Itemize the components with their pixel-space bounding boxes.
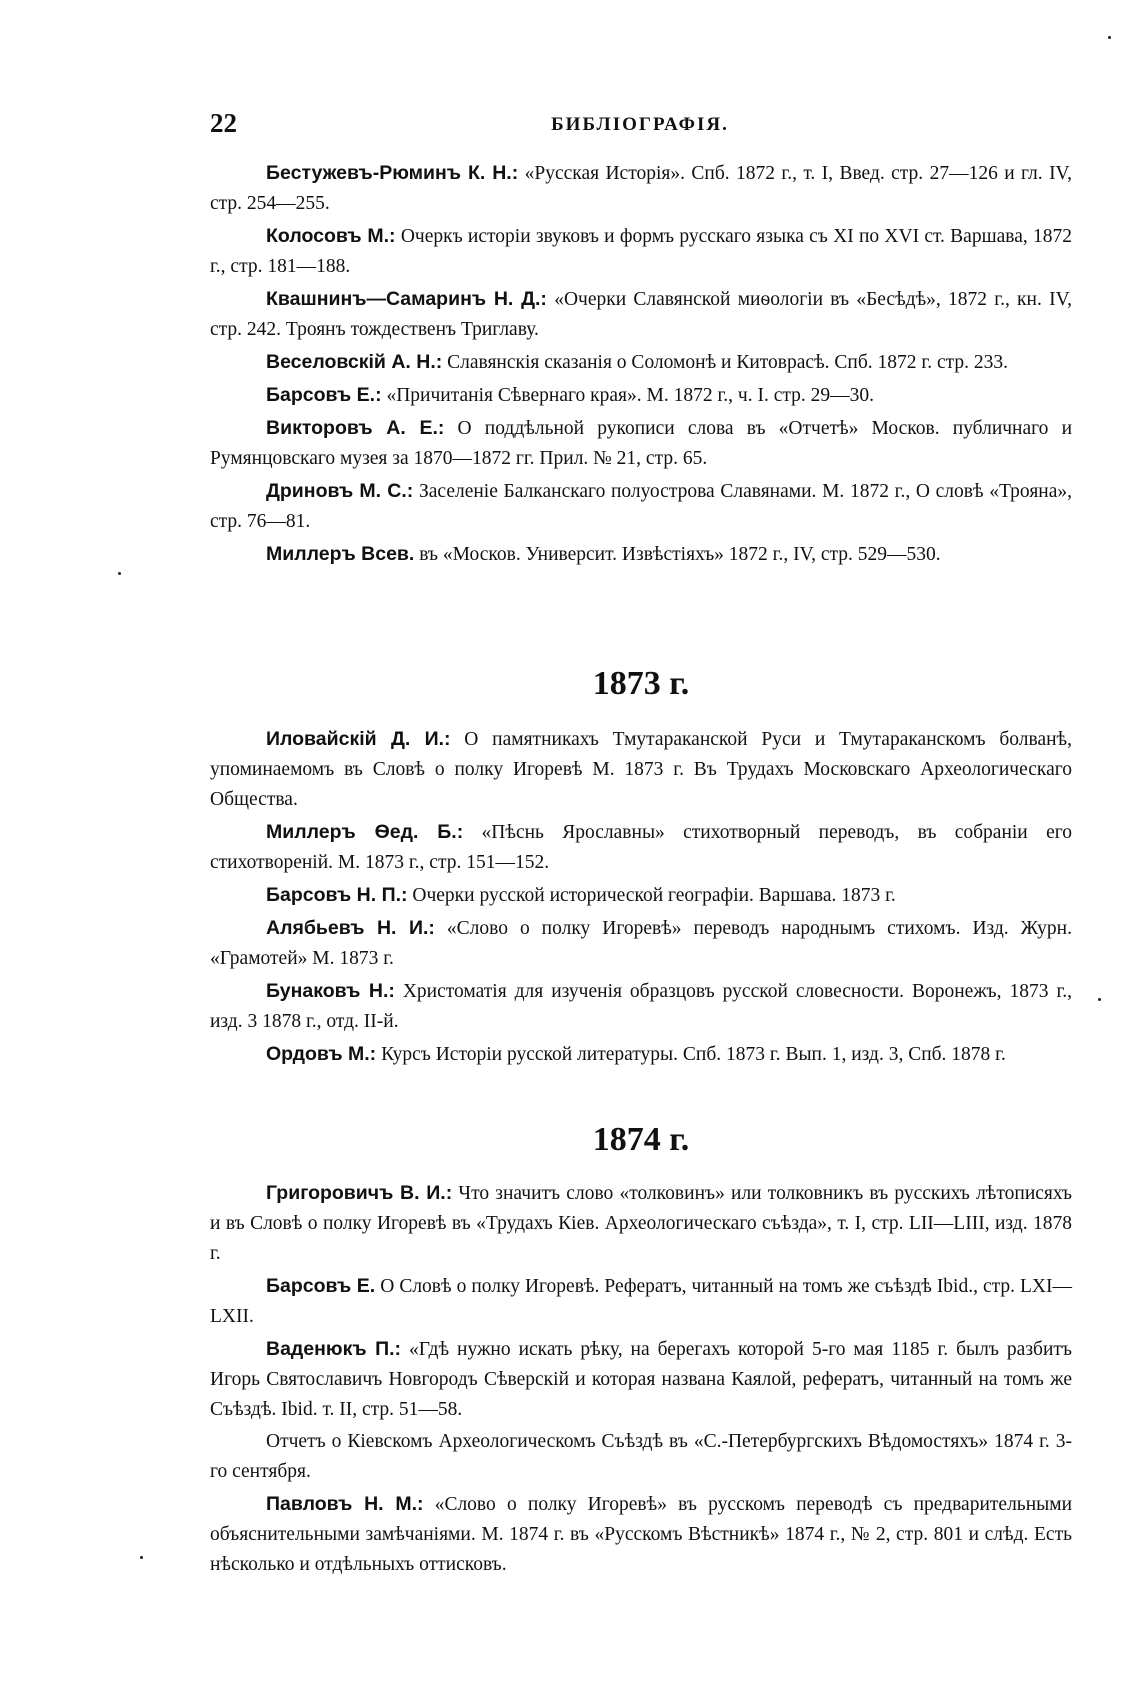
entry-author: Барсовъ Е.: xyxy=(266,384,382,406)
entry-author: Бунаковъ Н.: xyxy=(266,980,395,1002)
bibliography-entry xyxy=(210,976,1072,1037)
bibliography-entry xyxy=(210,1427,1072,1487)
entry-author: Барсовъ Е. xyxy=(266,1275,376,1297)
entry-text: «Слово о полку Игоревѣ» переводъ народнымъ стихомъ. Изд. Журн. «Грамотей» М. 1873 г. xyxy=(210,918,1072,969)
entry-text: «Русская Исторія». Спб. 1872 г., т. I, Введ. стр. 27—126 и гл. IV, стр. 254—255. xyxy=(210,163,1072,214)
bibliography-entry xyxy=(210,1334,1072,1425)
entry-text: О памятникахъ Тмутараканской Руси и Тмутараканскомъ болванѣ, упоминаемомъ въ Словѣ о полку Игоревѣ М. 1873 г. Въ Трудахъ Московскаго Археологическаго Общества. xyxy=(210,729,1073,810)
entry-text: Славянскія сказанія о Соломонѣ и Китоврасѣ. Спб. 1872 г. стр. 233. xyxy=(447,352,1008,373)
entry-author: Миллеръ Всев. xyxy=(266,543,415,565)
year-section-1874 xyxy=(210,1118,1072,1162)
bibliography-entry xyxy=(210,221,1072,282)
entry-text: «Слово о полку Игоревѣ» въ русскомъ переводѣ съ предварительными объяснительными замѣчаніями. М. 1874 г. въ «Русскомъ Вѣстникѣ» 1874 г., № 2, стр. 801 и слѣд. Есть нѣсколько и отдѣльныхъ оттисковъ. xyxy=(210,1494,1073,1575)
entry-text: Очерки русской исторической географіи. Варшава. 1873 г. xyxy=(412,885,896,906)
entry-text: Очеркъ исторіи звуковъ и формъ русскаго языка съ XI по XVI ст. Варшава, 1872 г., стр. 181—188. xyxy=(210,226,1072,277)
entry-author: Дриновъ М. С.: xyxy=(266,480,414,502)
entry-author: Викторовъ А. Е.: xyxy=(266,417,445,439)
bibliography-1872 xyxy=(210,158,1072,572)
entry-author: Барсовъ Н. П.: xyxy=(266,884,408,906)
entry-author: Миллеръ Ѳед. Б.: xyxy=(266,821,464,843)
entry-author: Павловъ Н. М.: xyxy=(266,1493,424,1515)
year-section-1873 xyxy=(210,662,1072,706)
bibliography-entry xyxy=(210,880,1072,911)
entry-text: «Причитанія Сѣвернаго края». М. 1872 г., ч. I. стр. 29—30. xyxy=(386,385,874,406)
entry-text: «Пѣснь Ярославны» стихотворный переводъ, въ собраніи его стихотвореній. М. 1873 г., стр. 151—152. xyxy=(210,822,1072,873)
entry-text: О Словѣ о полку Игоревѣ. Рефератъ, читанный на томъ же съѣздѣ Ibid., стр. LXI—LXII. xyxy=(210,1276,1073,1327)
bibliography-entry xyxy=(210,1039,1072,1070)
bibliography-entry xyxy=(210,413,1072,474)
bibliography-entry xyxy=(210,539,1072,570)
entry-author: Квашнинъ—Самаринъ Н. Д.: xyxy=(266,288,547,310)
scan-speck xyxy=(1098,998,1101,1001)
bibliography-entry xyxy=(210,476,1072,537)
entry-text: Курсъ Исторіи русской литературы. Спб. 1873 г. Вып. 1, изд. 3, Спб. 1878 г. xyxy=(381,1044,1006,1065)
bibliography-entry xyxy=(210,1489,1072,1580)
bibliography-entry xyxy=(210,1178,1072,1269)
entry-text: Заселеніе Балканскаго полуострова Славянами. М. 1872 г., О словѣ «Трояна», стр. 76—81. xyxy=(210,481,1072,532)
bibliography-entry xyxy=(210,913,1072,974)
bibliography-entry xyxy=(210,158,1072,219)
entry-author: Григоровичъ В. И.: xyxy=(266,1182,453,1204)
bibliography-entry xyxy=(210,284,1072,345)
entry-author: Иловайскій Д. И.: xyxy=(266,728,451,750)
bibliography-entry xyxy=(210,380,1072,411)
entry-author: Ваденюкъ П.: xyxy=(266,1338,401,1360)
page-header xyxy=(210,108,1070,148)
entry-text: Что значитъ слово «толковинъ» или толковникъ въ русскихъ лѣтописяхъ и въ Словѣ о полку Игоревѣ въ «Трудахъ Кіев. Археологическаго съѣзда», т. I, стр. LII—LIII, изд. 1878 г. xyxy=(210,1183,1072,1264)
entry-author: Алябьевъ Н. И.: xyxy=(266,917,435,939)
scan-speck xyxy=(140,1556,143,1559)
entry-author: Ордовъ М.: xyxy=(266,1043,377,1065)
entry-text: О поддѣльной рукописи слова въ «Отчетѣ» Москов. публичнаго и Румянцовскаго музея за 1870—1872 гг. Прил. № 21, стр. 65. xyxy=(210,418,1073,469)
entry-text: Отчетъ о Кіевскомъ Археологическомъ Съѣздѣ въ «С.-Петербургскихъ Вѣдомостяхъ» 1874 г. 3-го сентября. xyxy=(210,1431,1072,1482)
year-heading: 1874 г. xyxy=(592,1121,690,1158)
running-title: БИБЛІОГРАФІЯ. xyxy=(551,114,729,135)
entry-author: Веселовскій А. Н.: xyxy=(266,351,443,373)
page-number: 22 xyxy=(210,108,237,138)
entry-author: Колосовъ М.: xyxy=(266,225,396,247)
entry-text: Христоматія для изученія образцовъ русской словесности. Воронежъ, 1873 г., изд. 3 1878 г., отд. II-й. xyxy=(210,981,1072,1032)
bibliography-1873 xyxy=(210,724,1072,1072)
entry-text: въ «Москов. Университ. Извѣстіяхъ» 1872 г., IV, стр. 529—530. xyxy=(419,544,941,565)
scan-speck xyxy=(1108,36,1111,39)
bibliography-1874 xyxy=(210,1178,1072,1582)
scan-speck xyxy=(118,572,121,575)
entry-text: «Очерки Славянской миѳологіи въ «Бесѣдѣ», 1872 г., кн. IV, стр. 242. Троянъ тождественъ Триглаву. xyxy=(210,289,1073,340)
year-heading: 1873 г. xyxy=(592,665,690,702)
bibliography-entry xyxy=(210,817,1072,878)
entry-author: Бестужевъ-Рюминъ К. Н.: xyxy=(266,162,519,184)
bibliography-entry xyxy=(210,1271,1072,1332)
bibliography-entry xyxy=(210,347,1072,378)
entry-text: «Гдѣ нужно искать рѣку, на берегахъ которой 5-го мая 1185 г. былъ разбитъ Игорь Святославичъ Новгородъ Сѣверскій и которая названа Каялой, рефератъ, читанный на томъ же Съѣздѣ. Ibid. т. II, стр. 51—58. xyxy=(210,1339,1072,1420)
bibliography-entry xyxy=(210,724,1072,815)
